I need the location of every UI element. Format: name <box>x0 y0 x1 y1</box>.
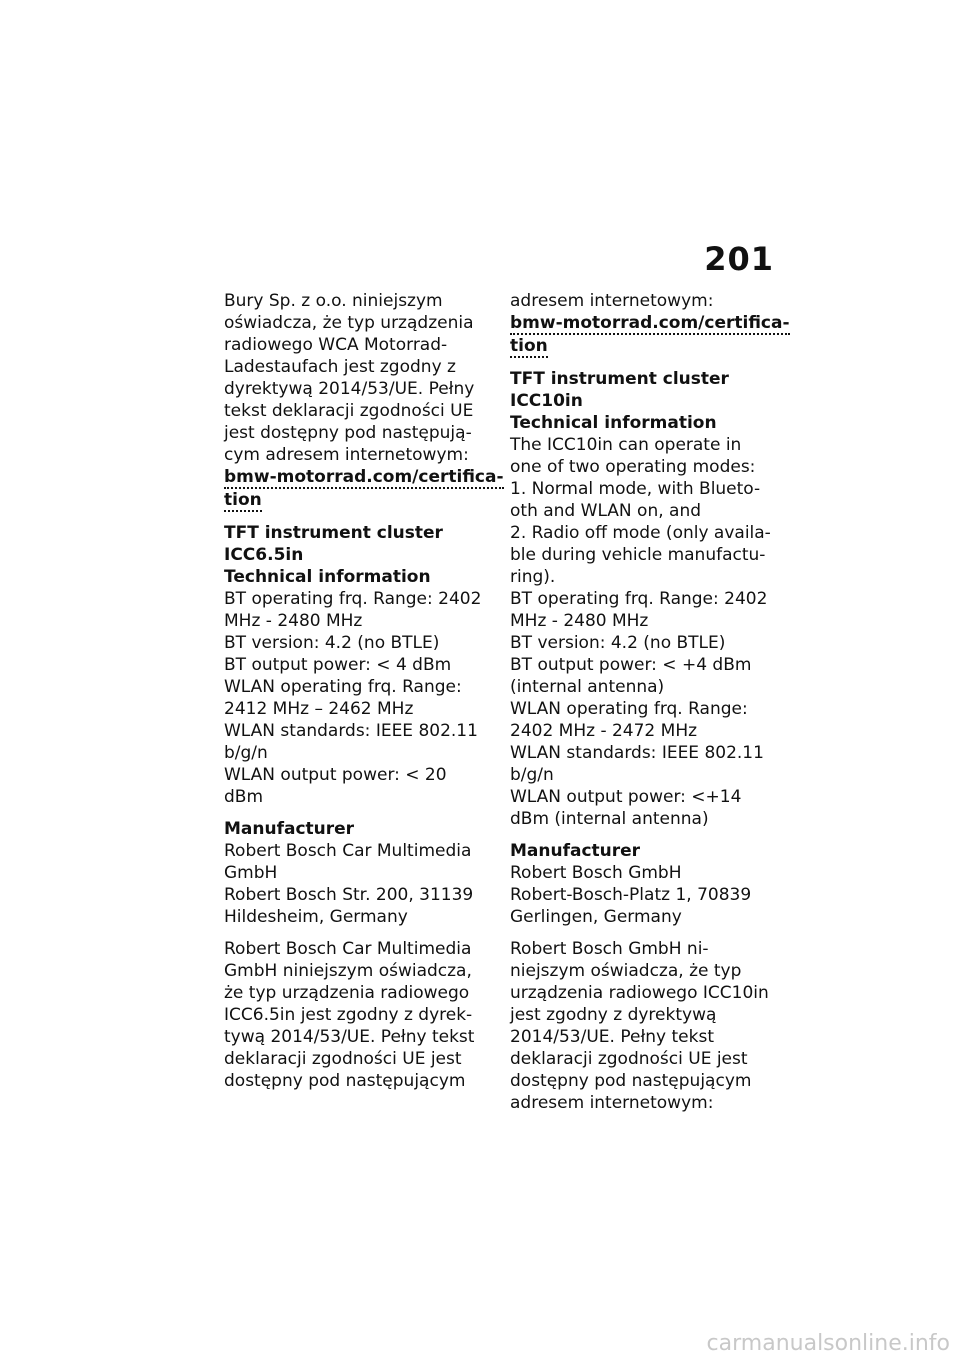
section-title-line: ICC10in <box>510 391 583 411</box>
text-line: tywą 2014/53/UE. Pełny tekst <box>224 1027 475 1047</box>
text-line: MHz - 2480 MHz <box>510 611 649 631</box>
text-line: dostępny pod następującym <box>510 1071 752 1091</box>
text-line: WLAN operating frq. Range: <box>224 677 462 697</box>
text-line: oświadcza, że typ urządzenia <box>224 313 474 333</box>
text-line: b/g/n <box>224 743 268 763</box>
text-line: BT version: 4.2 (no BTLE) <box>510 633 726 653</box>
text-line: adresem internetowym: <box>510 291 714 311</box>
text-line: jest zgodny z dyrektywą <box>510 1005 717 1025</box>
text-line: radiowego WCA Motorrad- <box>224 335 448 355</box>
text-line: The ICC10in can operate in <box>510 435 742 455</box>
text-line: ble during vehicle manufactu- <box>510 545 766 565</box>
text-line: WLAN output power: < 20 <box>224 765 447 785</box>
text-line: Robert Bosch Str. 200, 31139 <box>224 885 474 905</box>
certification-link-line[interactable]: tion <box>510 336 548 356</box>
certification-link-line[interactable]: tion <box>224 490 262 510</box>
text-line: BT operating frq. Range: 2402 <box>510 589 768 609</box>
text-line: Robert Bosch GmbH ni- <box>510 939 709 959</box>
text-line: Robert-Bosch-Platz 1, 70839 <box>510 885 752 905</box>
watermark: carmanualsonline.info <box>706 1331 950 1356</box>
text-line: tekst deklaracji zgodności UE <box>224 401 474 421</box>
manufacturer-paragraph <box>510 862 778 928</box>
text-line: Hildesheim, Germany <box>224 907 408 927</box>
text-line: MHz - 2480 MHz <box>224 611 363 631</box>
text-line: 2014/53/UE. Pełny tekst <box>510 1027 715 1047</box>
text-line: 2. Radio off mode (only availa- <box>510 523 771 543</box>
tech-paragraph <box>224 588 492 808</box>
text-line: Bury Sp. z o.o. niniejszym <box>224 291 443 311</box>
text-line: WLAN standards: IEEE 802.11 <box>510 743 764 763</box>
text-line: adresem internetowym: <box>510 1093 714 1113</box>
text-line: BT output power: < +4 dBm <box>510 655 752 675</box>
text-line: że typ urządzenia radiowego <box>224 983 470 1003</box>
text-line: one of two operating modes: <box>510 457 756 477</box>
text-line: 1. Normal mode, with Blueto- <box>510 479 761 499</box>
tech-paragraph <box>510 434 778 830</box>
certification-link[interactable] <box>224 466 504 512</box>
tech-heading: Technical information <box>224 567 431 587</box>
text-line: niejszym oświadcza, że typ <box>510 961 742 981</box>
manufacturer-paragraph <box>224 840 492 928</box>
section-title <box>224 522 492 566</box>
text-line: b/g/n <box>510 765 554 785</box>
text-line: WLAN operating frq. Range: <box>510 699 748 719</box>
text-line: Robert Bosch GmbH <box>510 863 682 883</box>
left-column <box>224 290 504 1092</box>
text-line: 2412 MHz – 2462 MHz <box>224 699 414 719</box>
text-line: BT version: 4.2 (no BTLE) <box>224 633 440 653</box>
text-line: dyrektywą 2014/53/UE. Pełny <box>224 379 475 399</box>
text-line: oth and WLAN on, and <box>510 501 702 521</box>
text-line: dostępny pod następującym <box>224 1071 466 1091</box>
text-line: Robert Bosch Car Multimedia <box>224 841 472 861</box>
certification-link-line[interactable]: bmw-motorrad.com/certifica- <box>510 313 790 333</box>
text-line: cym adresem internetowym: <box>224 445 469 465</box>
text-line: Robert Bosch Car Multimedia <box>224 939 472 959</box>
manufacturer-heading: Manufacturer <box>224 819 355 839</box>
text-line: deklaracji zgodności UE jest <box>510 1049 748 1069</box>
certification-link-line[interactable]: bmw-motorrad.com/certifica- <box>224 467 504 487</box>
section-title-line: ICC6.5in <box>224 545 304 565</box>
declaration-paragraph <box>224 938 492 1092</box>
tech-heading: Technical information <box>510 413 717 433</box>
section-title-line: TFT instrument cluster <box>510 369 729 389</box>
text-line: GmbH niniejszym oświadcza, <box>224 961 472 981</box>
text-line: dBm <box>224 787 264 807</box>
page-number: 201 <box>704 240 774 278</box>
text-line: ring). <box>510 567 556 587</box>
text-line: WLAN standards: IEEE 802.11 <box>224 721 478 741</box>
text-line: BT output power: < 4 dBm <box>224 655 452 675</box>
certification-link[interactable] <box>510 312 790 358</box>
text-line: urządzenia radiowego ICC10in <box>510 983 769 1003</box>
section-title <box>510 368 778 412</box>
text-line: (internal antenna) <box>510 677 665 697</box>
manufacturer-heading: Manufacturer <box>510 841 641 861</box>
right-column <box>510 290 790 1114</box>
text-line: 2402 MHz - 2472 MHz <box>510 721 698 741</box>
text-line: Ladestaufach jest zgodny z <box>224 357 456 377</box>
text-line: ICC6.5in jest zgodny z dyrek- <box>224 1005 473 1025</box>
text-line: dBm (internal antenna) <box>510 809 709 829</box>
text-line: WLAN output power: <+14 <box>510 787 742 807</box>
text-line: deklaracji zgodności UE jest <box>224 1049 462 1069</box>
text-line: jest dostępny pod następują- <box>224 423 472 443</box>
intro-paragraph <box>224 290 492 466</box>
section-title-line: TFT instrument cluster <box>224 523 443 543</box>
text-line: GmbH <box>224 863 278 883</box>
declaration-paragraph <box>510 938 778 1114</box>
text-line: BT operating frq. Range: 2402 <box>224 589 482 609</box>
text-line: Gerlingen, Germany <box>510 907 682 927</box>
